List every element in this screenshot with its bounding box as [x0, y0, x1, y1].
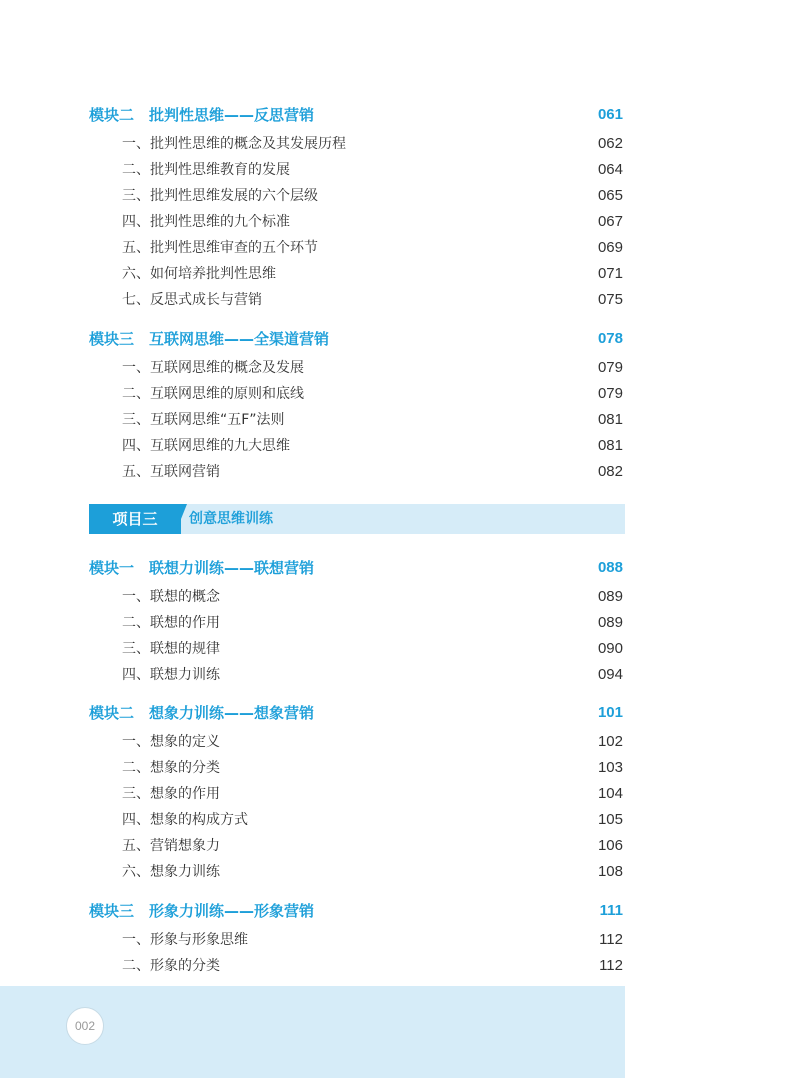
project-tag-slant [175, 504, 187, 534]
toc-item-text: 五、营销想象力 [122, 838, 220, 854]
module-heading[interactable] [89, 104, 623, 126]
toc-item[interactable] [122, 357, 623, 379]
toc-item[interactable] [122, 783, 623, 805]
toc-item-page: 105 [597, 811, 623, 828]
module-title: 模块三 互联网思维——全渠道营销 [89, 330, 330, 348]
toc-item-text: 三、批判性思维发展的六个层级 [122, 188, 318, 204]
toc-item[interactable] [122, 638, 623, 660]
toc-item-page: 102 [597, 733, 623, 750]
toc-item[interactable] [122, 237, 623, 259]
toc-item-page: 079 [597, 385, 623, 402]
toc-item-text: 四、想象的构成方式 [122, 812, 248, 828]
toc-item-text: 三、联想的规律 [122, 641, 220, 657]
toc-item-text: 二、想象的分类 [122, 760, 220, 776]
toc-item-text: 二、批判性思维教育的发展 [122, 162, 290, 178]
module-page: 101 [597, 704, 623, 721]
toc-item-text: 二、联想的作用 [122, 615, 220, 631]
toc-item[interactable] [122, 586, 623, 608]
toc-item[interactable] [122, 955, 623, 977]
toc-item-page: 075 [597, 291, 623, 308]
toc-item-text: 三、想象的作用 [122, 786, 220, 802]
toc-item[interactable] [122, 211, 623, 233]
toc-item-text: 二、互联网思维的原则和底线 [122, 386, 304, 402]
module-page: 078 [597, 330, 623, 347]
module-title: 模块三 形象力训练——形象营销 [89, 902, 315, 920]
toc-item[interactable] [122, 133, 623, 155]
toc-item-page: 067 [597, 213, 623, 230]
toc-item[interactable] [122, 263, 623, 285]
toc-item[interactable] [122, 409, 623, 431]
toc-item-page: 079 [597, 359, 623, 376]
page-number: 002 [66, 1007, 104, 1045]
toc-item-page: 108 [597, 863, 623, 880]
toc-item[interactable] [122, 159, 623, 181]
toc-item-text: 五、互联网营销 [122, 464, 220, 480]
module-page: 111 [599, 902, 623, 919]
toc-item[interactable] [122, 731, 623, 753]
toc-item-text: 一、形象与形象思维 [122, 932, 248, 948]
module-heading[interactable] [89, 557, 623, 579]
toc-item[interactable] [122, 289, 623, 311]
toc-item-text: 一、想象的定义 [122, 734, 220, 750]
project-banner[interactable] [89, 504, 625, 534]
toc-item-page: 082 [597, 463, 623, 480]
toc-item-page: 106 [597, 837, 623, 854]
toc-item-page: 064 [597, 161, 623, 178]
module-heading[interactable] [89, 702, 623, 724]
toc-item[interactable] [122, 461, 623, 483]
toc-item-page: 065 [597, 187, 623, 204]
module-title: 模块二 想象力训练——想象营销 [89, 704, 315, 722]
module-page: 088 [597, 559, 623, 576]
toc-item-page: 081 [597, 411, 623, 428]
toc-item-text: 三、互联网思维“五F”法则 [122, 412, 285, 428]
toc-item-text: 四、互联网思维的九大思维 [122, 438, 290, 454]
toc-item-page: 104 [597, 785, 623, 802]
toc-item-text: 一、互联网思维的概念及发展 [122, 360, 304, 376]
toc-item-text: 一、联想的概念 [122, 589, 220, 605]
toc-item[interactable] [122, 435, 623, 457]
toc-item[interactable] [122, 929, 623, 951]
project-title: 创意思维训练 [189, 511, 273, 527]
project-tag: 项目三 [89, 504, 181, 534]
toc-item-page: 069 [597, 239, 623, 256]
toc-item-text: 六、想象力训练 [122, 864, 220, 880]
toc-item[interactable] [122, 664, 623, 686]
module-heading[interactable] [89, 328, 623, 350]
toc-item[interactable] [122, 835, 623, 857]
toc-item[interactable] [122, 809, 623, 831]
toc-item-page: 062 [597, 135, 623, 152]
toc-item-page: 094 [597, 666, 623, 683]
toc-item-page: 089 [597, 588, 623, 605]
toc-item-text: 二、形象的分类 [122, 958, 220, 974]
toc-item-page: 090 [597, 640, 623, 657]
toc-item-text: 四、批判性思维的九个标准 [122, 214, 290, 230]
toc-item-text: 四、联想力训练 [122, 667, 220, 683]
toc-item[interactable] [122, 612, 623, 634]
toc-item[interactable] [122, 383, 623, 405]
toc-item-page: 089 [597, 614, 623, 631]
module-title: 模块一 联想力训练——联想营销 [89, 559, 315, 577]
toc-item[interactable] [122, 861, 623, 883]
module-heading[interactable] [89, 900, 623, 922]
toc-item-page: 071 [597, 265, 623, 282]
module-page: 061 [597, 106, 623, 123]
toc-item[interactable] [122, 185, 623, 207]
toc-item-text: 七、反思式成长与营销 [122, 292, 262, 308]
toc-item-text: 五、批判性思维审查的五个环节 [122, 240, 318, 256]
toc-item-page: 103 [597, 759, 623, 776]
module-title: 模块二 批判性思维——反思营销 [89, 106, 315, 124]
toc-item-text: 六、如何培养批判性思维 [122, 266, 276, 282]
toc-item-page: 112 [599, 931, 623, 948]
toc-item-page: 081 [597, 437, 623, 454]
toc-item[interactable] [122, 757, 623, 779]
toc-item-page: 112 [599, 957, 623, 974]
toc-item-text: 一、批判性思维的概念及其发展历程 [122, 136, 346, 152]
